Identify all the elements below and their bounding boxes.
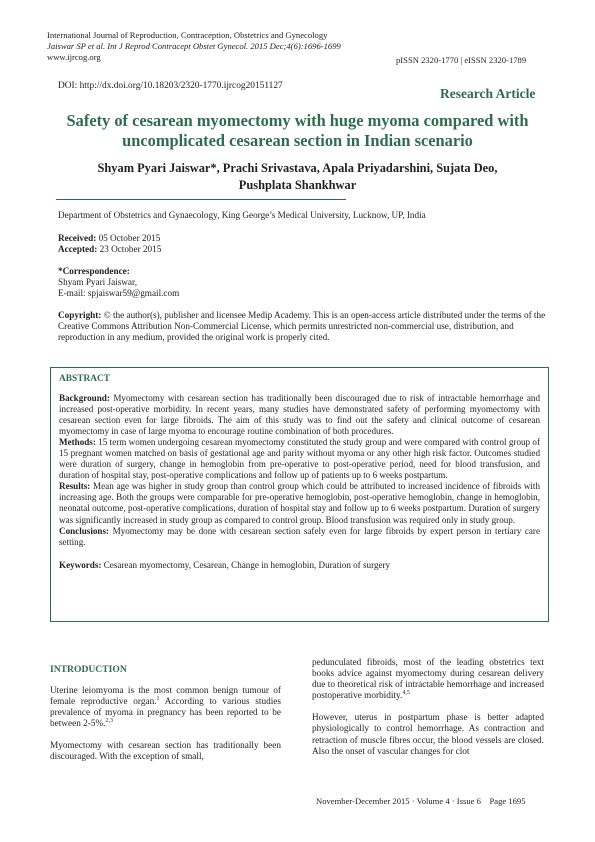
intro-p1b-text: According to various studies prevalence of myoma in pregnancy has been reported to be between 2-5%. — [50, 697, 281, 730]
results-text: Mean age was higher in study group than control group which could be attributed to increased incidence of fibroids with increasing age. Both the groups were comparable for pre-operative hemoglobin, post-operative hemoglobin, change in hemoglobin, neonatal outcome, post-operative complications, duration of hospital stay and follow up to 6 weeks postpartum. Duration of surgery was significantly increased in study group as compared to control group. Blood transfusion was required only in study group. — [59, 481, 540, 525]
methods-text: 15 term women undergoing cesarean myomectomy constituted the study group and were compared with control group of 15 pregnant women matched on basis of gestational age and parity without myoma or any other high risk factor. Outcomes studied were duration of surgery, change in hemoglobin from pre-operative to post-operative period, need for blood transfusion, and duration of hospital stay, post-operative complications and follow up of patients up to 6 weeks postpartum. — [59, 437, 540, 481]
conclusions-label: Conclusions: — [59, 525, 110, 536]
citation-ref[interactable]: 4,5 — [402, 690, 410, 697]
background-text: Myomectomy with cesarean section has traditionally been discouraged due to risk of intractable hemorrhage and increased post-operative morbidity. In recent years, many studies have demonstrated safety of performing myomectomy with cesarean section even for large fibroids. The aim of this study was to find out the safety and clinical outcome of cesarean myomectomy in case of large myoma to encourage routine combination of both procedures. — [59, 393, 540, 437]
intro-paragraph-4: However, uterus in postpartum phase is better adapted physiologically to control hemorrhage. As contraction and retraction of muscle fibres occur, the blood vessels are closed. Also the onset of vascular changes for clot — [312, 713, 544, 757]
page-footer: November-December 2015 · Volume 4 · Issue 6 Page 1695 — [316, 796, 526, 806]
correspondence-label: *Correspondence: — [58, 266, 130, 276]
abstract-conclusions — [59, 526, 540, 548]
title-line-2: uncomplicated cesarean section in Indian scenario — [122, 131, 473, 150]
doi-link[interactable]: DOI: http://dx.doi.org/10.18203/2320-1770.ijrcog20151127 — [58, 81, 283, 91]
copyright-label: Copyright: — [58, 310, 102, 320]
keywords-label: Keywords: — [59, 559, 102, 570]
abstract-background — [59, 393, 540, 437]
copyright-text: © the author(s), publisher and licensee Medip Academy. This is an open-access article distributed under the terms of the Creative Commons Attribution Non-Commercial License, which permits unrestricted non-commercial use, distribution, and reproduction in any medium, provided the original work is properly cited. — [58, 310, 546, 342]
keywords-text: Cesarean myomectomy, Cesarean, Change in hemoglobin, Duration of surgery — [103, 559, 391, 570]
intro-p1-text: Uterine leiomyoma is the most common benign tumour of female reproductive organ. — [50, 686, 281, 708]
accepted-date — [58, 244, 161, 255]
author-list — [30, 160, 565, 194]
abstract-box — [50, 367, 549, 622]
intro-column-left — [50, 686, 281, 764]
abstract-methods — [59, 437, 540, 481]
article-type: Research Article — [440, 86, 536, 101]
correspondence-name: Shyam Pyari Jaiswar, — [58, 277, 137, 287]
results-label: Results: — [59, 481, 91, 492]
correspondence-email[interactable]: E-mail: spjaiswar59@gmail.com — [58, 288, 180, 298]
abstract-body — [59, 393, 540, 571]
intro-paragraph-3 — [312, 658, 544, 702]
journal-name: International Journal of Reproduction, Contraception, Obstetrics and Gynecology — [47, 30, 328, 40]
authors-line-2: Pushplata Shankhwar — [238, 178, 357, 192]
intro-column-right — [312, 658, 544, 758]
received-date — [58, 233, 160, 244]
article-title — [30, 111, 565, 151]
conclusions-text: Myomectomy may be done with cesarean section safely even for large fibroids by expert person in tertiary care setting. — [59, 525, 540, 547]
issn: pISSN 2320-1770 | eISSN 2320-1789 — [396, 55, 527, 65]
citation: Jaiswar SP et al. Int J Reprod Contracept Obstet Gynecol. 2015 Dec;4(6):1696-1699 — [47, 41, 341, 51]
title-divider — [56, 199, 346, 200]
copyright-notice — [58, 310, 546, 343]
intro-paragraph-1 — [50, 686, 281, 730]
accepted-value: 23 October 2015 — [99, 244, 162, 254]
abstract-results — [59, 481, 540, 525]
intro-paragraph-2: Myomectomy with cesarean section has traditionally been discouraged. With the exception of small, — [50, 741, 281, 763]
abstract-keywords — [59, 560, 540, 571]
title-line-1: Safety of cesarean myomectomy with huge myoma compared with — [66, 111, 529, 130]
website-link[interactable]: www.ijrcog.org — [47, 52, 101, 62]
accepted-label: Accepted: — [58, 244, 98, 254]
received-label: Received: — [58, 233, 97, 243]
methods-label: Methods: — [59, 437, 96, 448]
citation-ref[interactable]: 2,3 — [105, 718, 113, 725]
affiliation: Department of Obstetrics and Gynaecology, King George’s Medical University, Lucknow, UP, India — [58, 210, 426, 220]
abstract-heading: ABSTRACT — [59, 374, 111, 384]
citation-ref[interactable]: 1 — [156, 696, 160, 703]
authors-line-1: Shyam Pyari Jaiswar*, Prachi Srivastava, Apala Priyadarshini, Sujata Deo, — [97, 161, 498, 175]
background-label: Background: — [59, 393, 110, 403]
introduction-heading: INTRODUCTION — [50, 664, 127, 675]
received-value: 05 October 2015 — [98, 233, 161, 243]
intro-p3-text: pedunculated fibroids, most of the leading obstetrics text books advice against myomectomy during cesarean delivery due to theoretical risk of intractable hemorrhage and increased postoperative morbidity. — [312, 658, 544, 702]
